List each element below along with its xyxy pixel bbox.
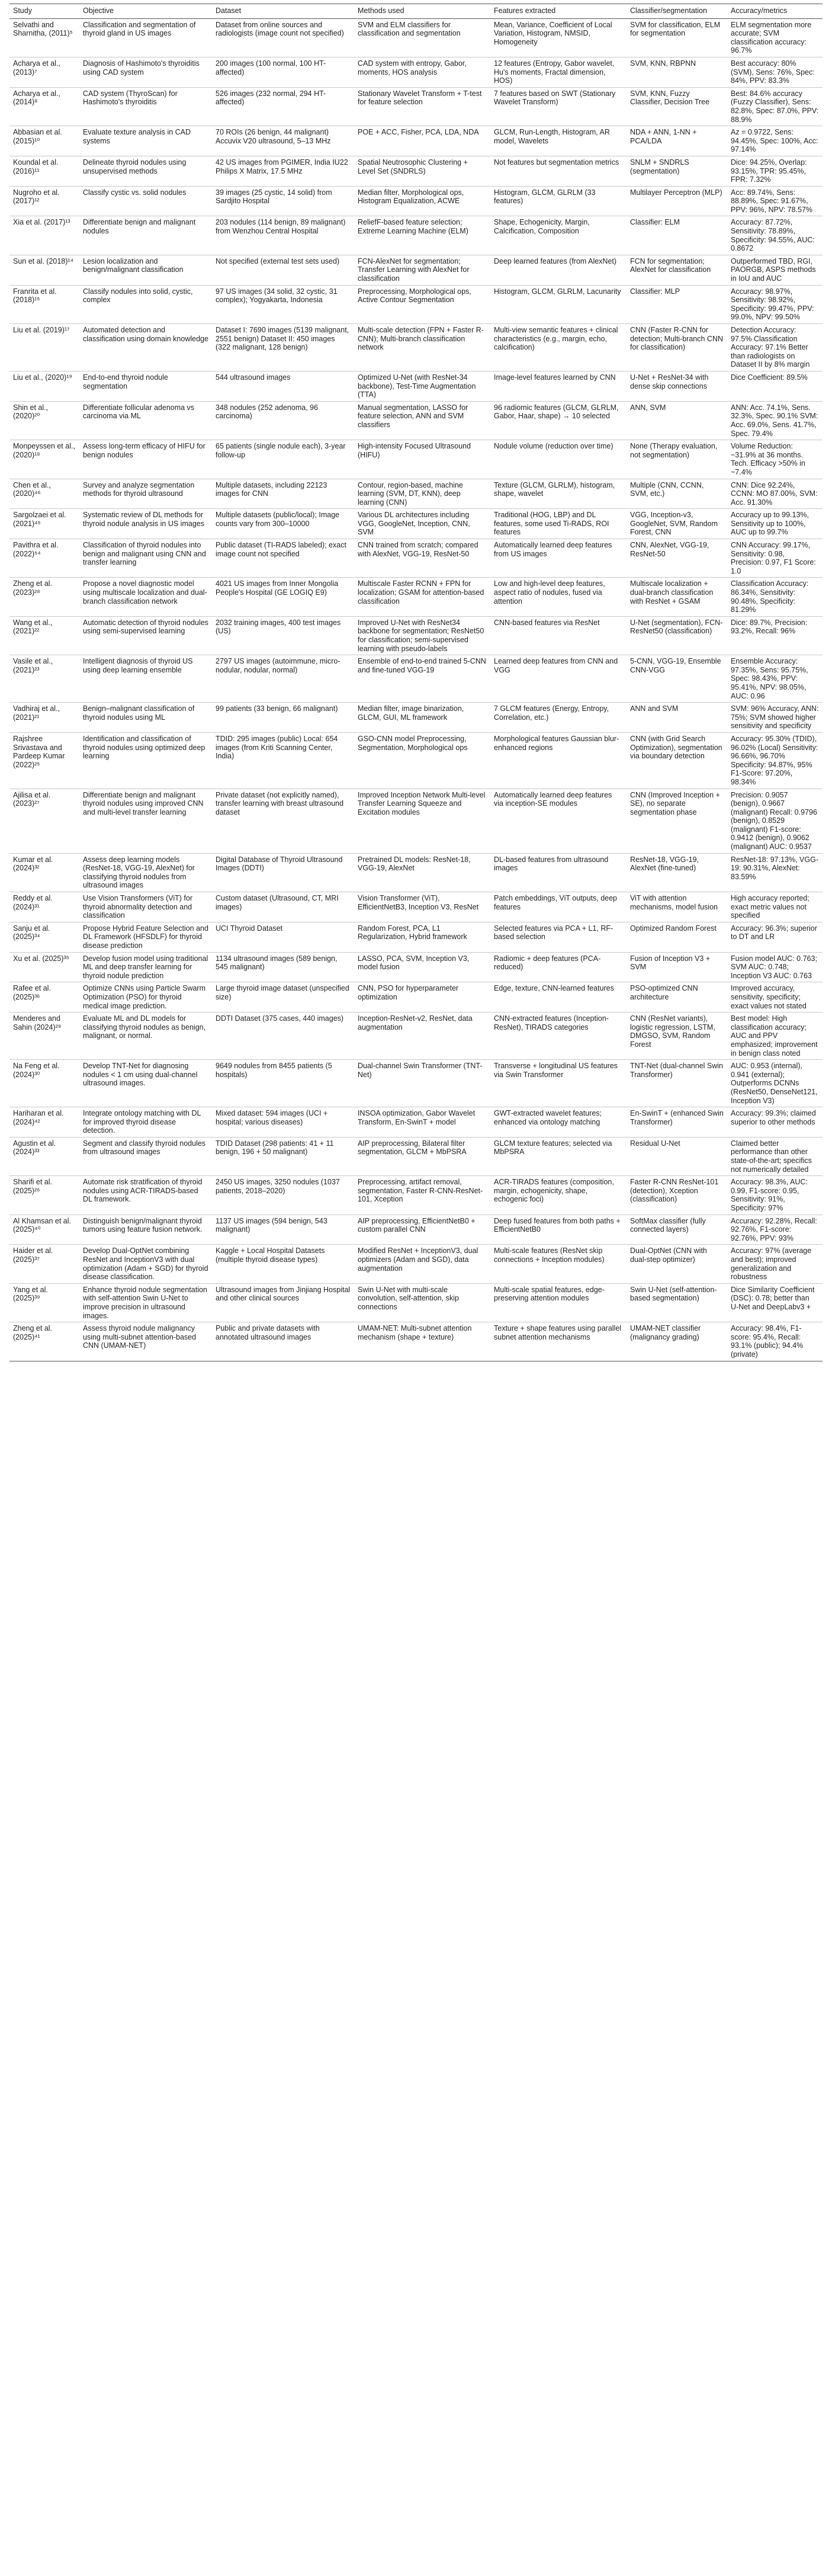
cell-features: Multi-scale spatial features, edge-preserving attention modules [490,1283,627,1322]
cell-study: Liu et al. (2019)¹⁷ [9,324,79,371]
header-dataset: Dataset [212,4,354,19]
cell-objective: Delineate thyroid nodules using unsupervised methods [79,156,212,186]
cell-features: Nodule volume (reduction over time) [490,440,627,479]
cell-objective: Differentiate follicular adenoma vs carcinoma via ML [79,401,212,440]
cell-methods: Median filter, image binarization, GLCM, GUI, ML framework [354,703,490,733]
table-row [9,1107,823,1138]
cell-dataset: 99 patients (33 benign, 66 malignant) [212,703,354,733]
cell-methods: Swin U-Net with multi-scale convolution, self-attention, skip connections [354,1283,490,1322]
cell-study: Reddy et al. (2024)³¹ [9,892,79,922]
table-row [9,156,823,186]
cell-methods: AIP preprocessing, EfficientNetB0 + custom parallel CNN [354,1215,490,1245]
cell-features: Selected features via PCA + L1, RF-based selection [490,922,627,952]
cell-objective: Differentiate benign and malignant thyroid nodules using improved CNN and multi-level transfer learning [79,789,212,853]
cell-features: Image-level features learned by CNN [490,371,627,401]
cell-dataset: 9649 nodules from 8455 patients (5 hospitals) [212,1060,354,1107]
cell-classifier: CNN (ResNet variants), logistic regression, LSTM, DMGSO, SVM, Random Forest [627,1013,727,1060]
cell-objective: Evaluate ML and DL models for classifying thyroid nodules as benign, malignant, or normal. [79,1013,212,1060]
cell-objective: Assess thyroid nodule malignancy using multi-subnet attention-based CNN (UMAM-NET) [79,1322,212,1361]
table-row [9,892,823,922]
cell-classifier: ViT with attention mechanisms, model fusion [627,892,727,922]
cell-dataset: 2450 US images, 3250 nodules (1037 patients, 2018–2020) [212,1176,354,1215]
cell-classifier: ANN, SVM [627,401,727,440]
cell-metrics: Accuracy: 95.30% (TDID), 96.02% (Local) Sensitivity: 96.66%, 96.70% Specificity: 94.87%, 95% F1-Score: 97.20%, 98.34% [727,732,823,789]
table-row [9,126,823,156]
table-row [9,578,823,616]
table-row [9,1060,823,1107]
header-methods: Methods used [354,4,490,19]
cell-features: Mean, Variance, Coefficient of Local Variation, Histogram, NMSID, Homogeneity [490,18,627,57]
header-classifier: Classifier/segmentation [627,4,727,19]
cell-classifier: CNN (with Grid Search Optimization), segmentation via boundary detection [627,732,727,789]
cell-classifier: CNN (Faster R-CNN for detection; Multi-branch CNN for classification) [627,324,727,371]
cell-metrics: Accuracy: 99.3%; claimed superior to other methods [727,1107,823,1138]
cell-dataset: 200 images (100 normal, 100 HT-affected) [212,57,354,87]
table-row [9,982,823,1013]
cell-features: Texture + shape features using parallel subnet attention mechanisms [490,1322,627,1361]
cell-classifier: Classifier: MLP [627,285,727,323]
cell-dataset: Private dataset (not explicitly named), transfer learning with breast ultrasound dataset [212,789,354,853]
cell-methods: High-intensity Focused Ultrasound (HIFU) [354,440,490,479]
cell-dataset: Kaggle + Local Hospital Datasets (multiple thyroid disease types) [212,1245,354,1283]
cell-methods: Improved U-Net with ResNet34 backbone for segmentation; ResNet50 for classification; semi-supervised learning with pseudo-labels [354,616,490,655]
cell-study: Vasile et al., (2021)²³ [9,655,79,703]
cell-dataset: 2797 US images (autoimmune, micro-nodular, nodular, normal) [212,655,354,703]
cell-dataset: 526 images (232 normal, 294 HT-affected) [212,87,354,126]
cell-dataset: UCI Thyroid Dataset [212,922,354,952]
cell-classifier: SoftMax classifier (fully connected layers) [627,1215,727,1245]
cell-dataset: TDID Dataset (298 patients: 41 + 11 benign, 196 + 50 malignant) [212,1137,354,1175]
table-row [9,401,823,440]
cell-classifier: Multilayer Perceptron (MLP) [627,186,727,216]
cell-metrics: High accuracy reported; exact metric values not specified [727,892,823,922]
cell-dataset: Digital Database of Thyroid Ultrasound Images (DDTI) [212,853,354,892]
cell-methods: Improved Inception Network Multi-level Transfer Learning Squeeze and Excitation modules [354,789,490,853]
cell-objective: Benign–malignant classification of thyroid nodules using ML [79,703,212,733]
table-row [9,1176,823,1215]
cell-metrics: Accuracy: 96.3%; superior to DT and LR [727,922,823,952]
table-row [9,616,823,655]
cell-study: Abbasian et al. (2015)¹⁰ [9,126,79,156]
cell-metrics: Accuracy: 98.97%, Sensitivity: 98.92%, Specificity: 99.47%, PPV: 99.0%, NPV: 99.50% [727,285,823,323]
cell-features: Histogram, GLCM, GLRLM, Lacunarity [490,285,627,323]
cell-methods: Spatial Neutrosophic Clustering + Level Set (SNDRLS) [354,156,490,186]
header-objective: Objective [79,4,212,19]
cell-methods: Multi-scale detection (FPN + Faster R-CNN); Multi-branch classification network [354,324,490,371]
header-metrics: Accuracy/metrics [727,4,823,19]
table-row [9,952,823,982]
cell-classifier: Fusion of Inception V3 + SVM [627,952,727,982]
cell-methods: CNN trained from scratch; compared with AlexNet, VGG-19, ResNet-50 [354,539,490,578]
cell-objective: Propose Hybrid Feature Selection and DL Framework (HFSDLF) for thyroid disease prediction [79,922,212,952]
cell-metrics: Dice Similarity Coefficient (DSC): 0.78; better than U-Net and DeepLabv3 + [727,1283,823,1322]
cell-study: Chen et al., (2020)⁴⁶ [9,479,79,509]
cell-study: Acharya et al., (2013)⁷ [9,57,79,87]
table-row [9,1283,823,1322]
cell-features: Automatically learned deep features from US images [490,539,627,578]
cell-objective: Propose a novel diagnostic model using multiscale localization and dual-branch classification network [79,578,212,616]
cell-methods: Stationary Wavelet Transform + T-test for feature selection [354,87,490,126]
table-row [9,655,823,703]
cell-study: Pavithra et al. (2022)⁵⁴ [9,539,79,578]
cell-study: Ajilisa et al. (2023)²⁷ [9,789,79,853]
table-row [9,539,823,578]
cell-metrics: Accuracy: 87.72%, Sensitivity: 78.89%, Specificity: 94.55%, AUC: 0.8672 [727,216,823,255]
table-row [9,1245,823,1283]
cell-objective: Diagnosis of Hashimoto's thyroiditis using CAD system [79,57,212,87]
cell-features: Not features but segmentation metrics [490,156,627,186]
cell-study: Zheng et al. (2025)⁴¹ [9,1322,79,1361]
cell-classifier: Optimized Random Forest [627,922,727,952]
cell-metrics: Best: 84.6% accuracy (Fuzzy Classifier), Sens: 82.8%, Spec: 87.0%, PPV: 88.9% [727,87,823,126]
cell-methods: CNN, PSO for hyperparameter optimization [354,982,490,1013]
cell-classifier: Residual U-Net [627,1137,727,1175]
cell-study: Haider et al. (2025)³⁷ [9,1245,79,1283]
cell-features: Histogram, GLCM, GLRLM (33 features) [490,186,627,216]
cell-features: Automatically learned deep features via inception-SE modules [490,789,627,853]
cell-features: Deep learned features (from AlexNet) [490,255,627,285]
table-row [9,853,823,892]
cell-objective: Identification and classification of thyroid nodules using optimized deep learning [79,732,212,789]
cell-classifier: SVM, KNN, RBPNN [627,57,727,87]
cell-metrics: ANN: Acc. 74.1%, Sens. 32.3%, Spec. 90.1% SVM: Acc. 69.0%, Sens. 41.7%, Spec. 79.4% [727,401,823,440]
cell-classifier: Classifier: ELM [627,216,727,255]
cell-study: Liu et al., (2020)¹⁹ [9,371,79,401]
cell-study: Agustin et al. (2024)³³ [9,1137,79,1175]
cell-study: Vadhiraj et al., (2021)²¹ [9,703,79,733]
cell-classifier: ANN and SVM [627,703,727,733]
cell-study: Franrita et al. (2018)¹⁵ [9,285,79,323]
literature-review-table [9,4,823,1361]
table-row [9,87,823,126]
cell-objective: Classify cystic vs. solid nodules [79,186,212,216]
header-features: Features extracted [490,4,627,19]
cell-metrics: Accuracy: 98.3%, AUC: 0.99, F1-score: 0.95, Sensitivity: 91%, Specificity: 97% [727,1176,823,1215]
cell-features: Traditional (HOG, LBP) and DL features, some used Ti-RADS, ROI features [490,509,627,539]
cell-classifier: UMAM-NET classifier (malignancy grading) [627,1322,727,1361]
cell-study: Xu et al. (2025)³⁵ [9,952,79,982]
cell-methods: GSO-CNN model Preprocessing, Segmentation, Morphological ops [354,732,490,789]
cell-dataset: Not specified (external test sets used) [212,255,354,285]
cell-methods: ReliefF-based feature selection; Extreme Learning Machine (ELM) [354,216,490,255]
cell-metrics: Volume Reduction: −31.9% at 36 months. Tech. Efficacy >50% in ~7.4% [727,440,823,479]
cell-metrics: Outperformed TBD, RGI, PAORGB, ASPS methods in IoU and AUC [727,255,823,285]
header-study: Study [9,4,79,19]
cell-classifier: U-Net (segmentation), FCN-ResNet50 (classification) [627,616,727,655]
table-row [9,732,823,789]
cell-classifier: NDA + ANN, 1-NN + PCA/LDA [627,126,727,156]
cell-methods: LASSO, PCA, SVM, Inception V3, model fusion [354,952,490,982]
cell-metrics: AUC: 0.953 (internal), 0.941 (external); Outperforms DCNNs (ResNet50, DenseNet121, Inception V3) [727,1060,823,1107]
cell-features: Learned deep features from CNN and VGG [490,655,627,703]
cell-objective: Intelligent diagnosis of thyroid US using deep learning ensemble [79,655,212,703]
cell-classifier: Dual-OptNet (CNN with dual-step optimizer) [627,1245,727,1283]
cell-classifier: En-SwinT + (enhanced Swin Transformer) [627,1107,727,1138]
cell-metrics: ResNet-18: 97.13%, VGG-19: 90.31%, AlexNet: 83.59% [727,853,823,892]
cell-objective: Lesion localization and benign/malignant classification [79,255,212,285]
cell-methods: FCN-AlexNet for segmentation; Transfer Learning with AlexNet for classification [354,255,490,285]
cell-features: Texture (GLCM, GLRLM), histogram, shape, wavelet [490,479,627,509]
cell-study: Zheng et al. (2023)²⁸ [9,578,79,616]
cell-metrics: Acc: 89.74%, Sens: 88.89%, Spec: 91.67%, PPV: 96%, NPV: 78.57% [727,186,823,216]
cell-dataset: Public and private datasets with annotated ultrasound images [212,1322,354,1361]
cell-study: Monpeyssen et al., (2020)¹⁸ [9,440,79,479]
table-row [9,285,823,323]
cell-methods: Dual-channel Swin Transformer (TNT-Net) [354,1060,490,1107]
cell-dataset: 2032 training images, 400 test images (US) [212,616,354,655]
cell-methods: Random Forest, PCA, L1 Regularization, Hybrid framework [354,922,490,952]
cell-metrics: Best model: High classification accuracy; AUC and PPV emphasized; improvement in benign class noted [727,1013,823,1060]
cell-classifier: None (Therapy evaluation, not segmentation) [627,440,727,479]
cell-features: Deep fused features from both paths + EfficientNetB0 [490,1215,627,1245]
cell-features: 12 features (Entropy, Gabor wavelet, Hu's moments, Fractal dimension, HOS) [490,57,627,87]
table-row [9,440,823,479]
cell-features: ACR-TIRADS features (composition, margin, echogenicity, shape, echogenic foci) [490,1176,627,1215]
cell-dataset: Multiple datasets, including 22123 images for CNN [212,479,354,509]
cell-metrics: CNN: Dice 92.24%, CCNN: MO 87.00%, SVM: Acc. 91.30% [727,479,823,509]
cell-dataset: TDID: 295 images (public) Local: 654 images (from Kriti Scanning Center, India) [212,732,354,789]
cell-objective: Develop TNT-Net for diagnosing nodules < 1 cm using dual-channel ultrasound images. [79,1060,212,1107]
cell-dataset: 348 nodules (252 adenoma, 96 carcinoma) [212,401,354,440]
cell-metrics: Dice: 89.7%, Precision: 93.2%, Recall: 96% [727,616,823,655]
table-row [9,324,823,371]
cell-features: Patch embeddings, ViT outputs, deep features [490,892,627,922]
cell-features: Edge, texture, CNN-learned features [490,982,627,1013]
table-row [9,1215,823,1245]
cell-features: 96 radiomic features (GLCM, GLRLM, Gabor, Haar, shape) → 10 selected [490,401,627,440]
cell-objective: Classify nodules into solid, cystic, complex [79,285,212,323]
cell-study: Shin et al., (2020)²⁰ [9,401,79,440]
cell-methods: Preprocessing, Morphological ops, Active Contour Segmentation [354,285,490,323]
cell-features: GLCM, Run-Length, Histogram, AR model, Wavelets [490,126,627,156]
cell-objective: Segment and classify thyroid nodules from ultrasound images [79,1137,212,1175]
cell-objective: Automated detection and classification using domain knowledge [79,324,212,371]
cell-dataset: 1134 ultrasound images (589 benign, 545 malignant) [212,952,354,982]
cell-dataset: 97 US images (34 solid, 32 cystic, 31 complex); Yogyakarta, Indonesia [212,285,354,323]
cell-metrics: CNN Accuracy: 99.17%, Sensitivity: 0.98, Precision: 0.97, F1 Score: 1.0 [727,539,823,578]
cell-features: Transverse + longitudinal US features via Swin Transformer [490,1060,627,1107]
cell-dataset: Large thyroid image dataset (unspecified size) [212,982,354,1013]
cell-objective: Integrate ontology matching with DL for improved thyroid disease detection. [79,1107,212,1138]
cell-methods: Ensemble of end-to-end trained 5-CNN and fine-tuned VGG-19 [354,655,490,703]
cell-objective: Develop Dual-OptNet combining ResNet and InceptionV3 with dual optimization (Adam + SGD) for thyroid disease classification. [79,1245,212,1283]
cell-metrics: Detection Accuracy: 97.5% Classification Accuracy: 97.1% Better than radiologists on Dataset II by 8% margin [727,324,823,371]
cell-objective: Enhance thyroid nodule segmentation with self-attention Swin U-Net to improve precision in ultrasound images. [79,1283,212,1322]
cell-objective: Classification of thyroid nodules into benign and malignant using CNN and transfer learning [79,539,212,578]
cell-classifier: CNN (Improved Inception + SE), no separate segmentation phase [627,789,727,853]
cell-features: GWT-extracted wavelet features; enhanced via ontology matching [490,1107,627,1138]
cell-metrics: Fusion model AUC: 0.763; SVM AUC: 0.748; Inception V3 AUC: 0.763 [727,952,823,982]
cell-objective: Develop fusion model using traditional ML and deep transfer learning for thyroid nodule prediction [79,952,212,982]
cell-study: Sargolzaei et al. (2021)⁴⁵ [9,509,79,539]
cell-dataset: 544 ultrasound images [212,371,354,401]
cell-study: Sanju et al. (2025)³⁴ [9,922,79,952]
cell-classifier: ResNet-18, VGG-19, AlexNet (fine-tuned) [627,853,727,892]
cell-dataset: 4021 US images from Inner Mongolia People's Hospital (GE LOGIQ E9) [212,578,354,616]
table-row [9,57,823,87]
cell-metrics: Ensemble Accuracy: 97.35%, Sens: 95.75%, Spec: 98.43%, PPV: 95.41%, NPV: 98.05%, AUC: 0.96 [727,655,823,703]
cell-methods: SVM and ELM classifiers for classification and segmentation [354,18,490,57]
cell-dataset: 203 nodules (114 benign, 89 malignant) from Wenzhou Central Hospital [212,216,354,255]
page [9,4,823,1361]
cell-features: 7 GLCM features (Energy, Entropy, Correlation, etc.) [490,703,627,733]
header-row [9,4,823,19]
table-row [9,371,823,401]
cell-study: Nugroho et al. (2017)¹² [9,186,79,216]
cell-metrics: Best accuracy: 80% (SVM), Sens: 76%, Spec: 84%, PPV: 83.3% [727,57,823,87]
cell-dataset: Ultrasound images from Jinjiang Hospital and other clinical sources [212,1283,354,1322]
cell-classifier: Multiple (CNN, CCNN, SVM, etc.) [627,479,727,509]
cell-metrics: Precision: 0.9057 (benign), 0.9667 (malignant) Recall: 0.9796 (benign), 0.8529 (malignant) F1-score: 0.9412 (benign), 0.9062 (malignant) AUC: 0.9537 [727,789,823,853]
cell-classifier: Swin U-Net (self-attention-based segmentation) [627,1283,727,1322]
table-row [9,216,823,255]
cell-methods: Median filter, Morphological ops, Histogram Equalization, ACWE [354,186,490,216]
cell-classifier: SVM for classification, ELM for segmentation [627,18,727,57]
cell-methods: CAD system with entropy, Gabor, moments, HOS analysis [354,57,490,87]
cell-methods: Pretrained DL models: ResNet-18, VGG-19, AlexNet [354,853,490,892]
cell-methods: INSOA optimization, Gabor Wavelet Transform, En-SwinT + model [354,1107,490,1138]
cell-methods: Manual segmentation, LASSO for feature selection, ANN and SVM classifiers [354,401,490,440]
cell-study: Koundal et al. (2016)¹¹ [9,156,79,186]
cell-objective: Use Vision Transformers (ViT) for thyroid abnormality detection and classification [79,892,212,922]
cell-metrics: Accuracy: 92.28%, Recall: 92.76%, F1-score: 92.76%, PPV: 93% [727,1215,823,1245]
cell-methods: Multiscale Faster RCNN + FPN for localization; GSAM for attention-based classification [354,578,490,616]
cell-study: Sharifi et al. (2025)²⁶ [9,1176,79,1215]
cell-study: Menderes and Sahin (2024)²⁹ [9,1013,79,1060]
cell-dataset: 39 images (25 cystic, 14 solid) from Sardjito Hospital [212,186,354,216]
cell-dataset: Public dataset (TI-RADS labeled); exact image count not specified [212,539,354,578]
cell-classifier: SVM, KNN, Fuzzy Classifier, Decision Tree [627,87,727,126]
cell-features: Low and high-level deep features, aspect ratio of nodules, fused via attention [490,578,627,616]
cell-metrics: SVM: 96% Accuracy, ANN: 75%; SVM showed higher sensitivity and specificity [727,703,823,733]
cell-dataset: Mixed dataset: 594 images (UCI + hospital; various diseases) [212,1107,354,1138]
cell-methods: Contour, region-based, machine learning (SVM, DT, KNN), deep learning (CNN) [354,479,490,509]
cell-objective: Assess deep learning models (ResNet-18, VGG-19, AlexNet) for classifying thyroid nodules from ultrasound images [79,853,212,892]
table-row [9,1322,823,1361]
cell-classifier: Faster R-CNN ResNet-101 (detection), Xception (classification) [627,1176,727,1215]
cell-objective: Distinguish benign/malignant thyroid tumors using feature fusion network. [79,1215,212,1245]
cell-study: Yang et al. (2025)³⁹ [9,1283,79,1322]
cell-metrics: Dice: 94.25%, Overlap: 93.15%, TPR: 95.45%, FPR: 7.32% [727,156,823,186]
cell-classifier: FCN for segmentation; AlexNet for classification [627,255,727,285]
cell-objective: Systematic review of DL methods for thyroid nodule analysis in US images [79,509,212,539]
cell-study: Sun et al. (2018)¹⁴ [9,255,79,285]
cell-methods: Modified ResNet + InceptionV3, dual optimizers (Adam and SGD), data augmentation [354,1245,490,1283]
table-row [9,479,823,509]
cell-metrics: Accuracy: 98.4%, F1-score: 95.4%, Recall: 93.1% (public); 94.4% (private) [727,1322,823,1361]
cell-metrics: Accuracy up to 99.13%, Sensitivity up to 100%, AUC up to 99.7% [727,509,823,539]
cell-classifier: TNT-Net (dual-channel Swin Transformer) [627,1060,727,1107]
cell-study: Kumar et al. (2024)³² [9,853,79,892]
cell-features: DL-based features from ultrasound images [490,853,627,892]
cell-features: 7 features based on SWT (Stationary Wavelet Transform) [490,87,627,126]
cell-features: CNN-based features via ResNet [490,616,627,655]
cell-classifier: PSO-optimized CNN architecture [627,982,727,1013]
cell-methods: Preprocessing, artifact removal, segmentation, Faster R-CNN-ResNet-101, Xception [354,1176,490,1215]
cell-methods: UMAM-NET: Multi-subnet attention mechanism (shape + texture) [354,1322,490,1361]
cell-dataset: DDTI Dataset (375 cases, 440 images) [212,1013,354,1060]
cell-methods: Vision Transformer (ViT), EfficientNetB3, Inception V3, ResNet [354,892,490,922]
cell-features: Radiomic + deep features (PCA-reduced) [490,952,627,982]
cell-methods: AIP preprocessing, Bilateral filter segmentation, GLCM + MbPSRA [354,1137,490,1175]
cell-metrics: ELM segmentation more accurate; SVM classification accuracy: 96.7% [727,18,823,57]
cell-dataset: Dataset from online sources and radiologists (image count not specified) [212,18,354,57]
cell-study: Rajshree Srivastava and Pardeep Kumar (2022)²⁵ [9,732,79,789]
cell-features: CNN-extracted features (Inception-ResNet), TIRADS categories [490,1013,627,1060]
table-row [9,255,823,285]
cell-study: Al Khamsan et al. (2025)⁴⁰ [9,1215,79,1245]
cell-dataset: Dataset I: 7690 images (5139 malignant, 2551 benign) Dataset II: 450 images (322 malignant, 128 benign) [212,324,354,371]
cell-methods: POE + ACC, Fisher, PCA, LDA, NDA [354,126,490,156]
cell-features: Multi-view semantic features + clinical characteristics (e.g., margin, echo, calcification) [490,324,627,371]
cell-dataset: Custom dataset (Ultrasound, CT, MRI images) [212,892,354,922]
cell-metrics: Az = 0.9722, Sens: 94.45%, Spec: 100%, Acc: 97.14% [727,126,823,156]
cell-metrics: Classification Accuracy: 86.34%, Sensitivity: 90.48%, Specificity: 81.29% [727,578,823,616]
cell-classifier: VGG, Inception-v3, GoogleNet, SVM, Random Forest, CNN [627,509,727,539]
cell-study: Acharya et al., (2014)⁸ [9,87,79,126]
cell-dataset: Multiple datasets (public/local); Image counts vary from 300–10000 [212,509,354,539]
cell-objective: Classification and segmentation of thyroid gland in US images [79,18,212,57]
cell-classifier: U-Net + ResNet-34 with dense skip connections [627,371,727,401]
cell-dataset: 1137 US images (594 benign, 543 malignant) [212,1215,354,1245]
cell-features: Shape, Echogenicity, Margin, Calcification, Composition [490,216,627,255]
table-row [9,186,823,216]
table-row [9,922,823,952]
cell-objective: CAD system (ThyroScan) for Hashimoto's thyroiditis [79,87,212,126]
cell-classifier: CNN, AlexNet, VGG-19, ResNet-50 [627,539,727,578]
cell-objective: Automatic detection of thyroid nodules using semi-supervised learning [79,616,212,655]
cell-classifier: Multiscale localization + dual-branch classification with ResNet + GSAM [627,578,727,616]
cell-metrics: Accuracy: 97% (average and best); improved generalization and robustness [727,1245,823,1283]
cell-metrics: Dice Coefficient: 89.5% [727,371,823,401]
cell-metrics: Claimed better performance than other state-of-the-art; specifics not numerically detailed [727,1137,823,1175]
cell-study: Hariharan et al. (2024)⁴² [9,1107,79,1138]
cell-methods: Optimized U-Net (with ResNet-34 backbone), Test-Time Augmentation (TTA) [354,371,490,401]
cell-objective: Evaluate texture analysis in CAD systems [79,126,212,156]
cell-metrics: Improved accuracy, sensitivity, specificity; exact values not stated [727,982,823,1013]
cell-study: Wang et al., (2021)²² [9,616,79,655]
cell-dataset: 70 ROIs (26 benign, 44 malignant) Accuvix V20 ultrasound, 5–13 MHz [212,126,354,156]
table-row [9,18,823,57]
cell-study: Selvathi and Sharnitha, (2011)⁵ [9,18,79,57]
cell-features: Multi-scale features (ResNet skip connections + Inception modules) [490,1245,627,1283]
cell-objective: End-to-end thyroid nodule segmentation [79,371,212,401]
cell-methods: Various DL architectures including VGG, GoogleNet, Inception, CNN, SVM [354,509,490,539]
cell-methods: Inception-ResNet-v2, ResNet, data augmentation [354,1013,490,1060]
cell-features: GLCM texture features; selected via MbPSRA [490,1137,627,1175]
table-row [9,789,823,853]
cell-objective: Optimize CNNs using Particle Swarm Optimization (PSO) for thyroid medical image prediction. [79,982,212,1013]
table-row [9,1013,823,1060]
table-row [9,509,823,539]
cell-objective: Automate risk stratification of thyroid nodules using ACR-TIRADS-based DL framework. [79,1176,212,1215]
cell-features: Morphological features Gaussian blur-enhanced regions [490,732,627,789]
cell-dataset: 42 US images from PGIMER, India IU22 Philips X Matrix, 17.5 MHz [212,156,354,186]
cell-objective: Assess long-term efficacy of HIFU for benign nodules [79,440,212,479]
cell-classifier: SNLM + SNDRLS (segmentation) [627,156,727,186]
table-row [9,703,823,733]
cell-study: Xia et al. (2017)¹³ [9,216,79,255]
cell-study: Rafee et al. (2025)³⁶ [9,982,79,1013]
cell-objective: Survey and analyze segmentation methods for thyroid ultrasound [79,479,212,509]
cell-dataset: 65 patients (single nodule each), 3-year follow-up [212,440,354,479]
cell-study: Na Feng et al. (2024)³⁰ [9,1060,79,1107]
table-row [9,1137,823,1175]
cell-classifier: 5-CNN, VGG-19, Ensemble CNN-VGG [627,655,727,703]
cell-objective: Differentiate benign and malignant nodules [79,216,212,255]
